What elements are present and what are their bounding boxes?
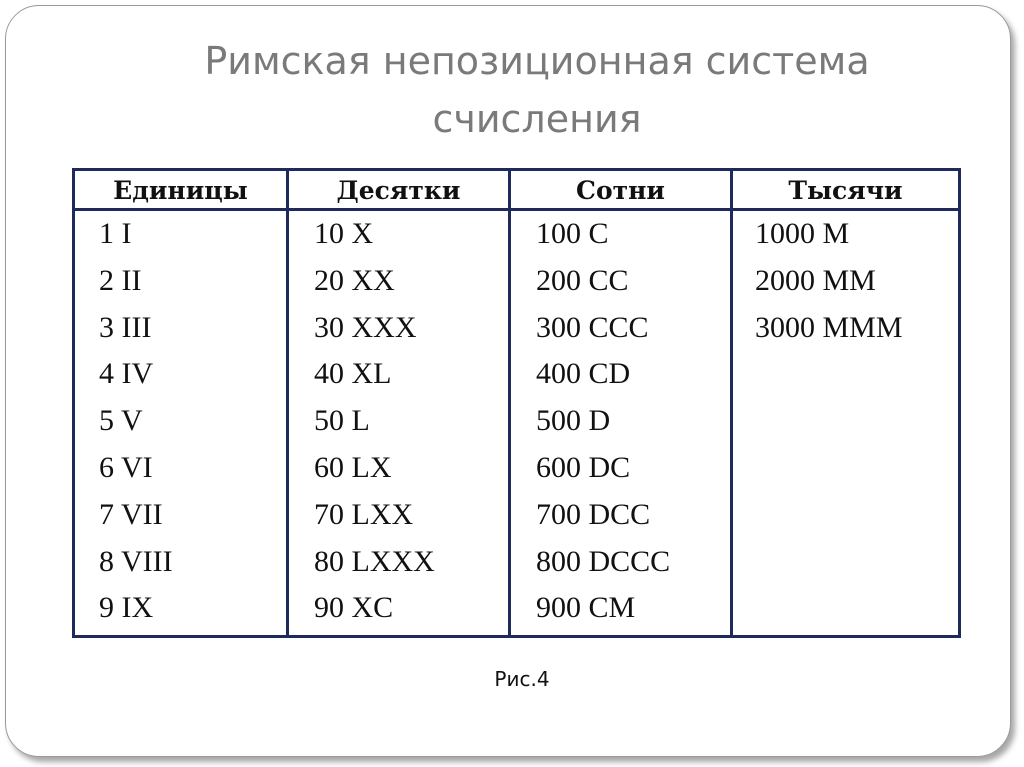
title-line-2: счисления <box>432 97 642 141</box>
table-cell: 500 D <box>536 404 611 438</box>
slide-title <box>0 32 1024 148</box>
table-cell: 100 C <box>536 217 609 250</box>
table-cell: 300 CCC <box>536 310 649 344</box>
table-cell: 3 III <box>99 310 152 344</box>
figure-caption: Рис.4 <box>494 667 550 691</box>
title-line-1: Римская непозиционная система <box>204 39 870 83</box>
column-header-tens: Десятки <box>289 171 508 211</box>
table-cell: 4 IV <box>99 357 154 391</box>
table-cell: 6 VI <box>99 450 153 484</box>
table-cell: 50 L <box>314 404 370 438</box>
column-header-units: Единицы <box>75 171 286 211</box>
table-cell: 2000 MM <box>755 263 876 297</box>
table-cell: 60 LX <box>314 450 392 484</box>
table-cell: 70 LXX <box>314 497 414 531</box>
table-cell: 9 IX <box>99 591 154 625</box>
column-tens <box>286 171 508 635</box>
table-cell: 40 XL <box>314 357 392 391</box>
table-cell: 800 DCCC <box>536 544 671 578</box>
table-cell: 7 VII <box>99 497 163 531</box>
table-cell: 80 LXXX <box>314 544 435 578</box>
table-cell: 5 V <box>99 404 143 438</box>
table-cell: 200 CC <box>536 263 629 297</box>
column-header-hundreds: Сотни <box>511 171 730 211</box>
roman-numerals-table <box>72 168 961 638</box>
table-cell: 1 I <box>99 217 132 250</box>
column-header-thousands: Тысячи <box>733 171 958 211</box>
table-cell: 900 CM <box>536 591 636 625</box>
table-cell: 90 XC <box>314 591 394 625</box>
table-cell: 1000 M <box>755 217 850 250</box>
table-cell: 3000 MMM <box>755 310 903 344</box>
table-cell: 8 VIII <box>99 544 173 578</box>
table-cell: 20 XX <box>314 263 395 297</box>
column-units <box>75 171 286 635</box>
table-cell: 2 II <box>99 263 142 297</box>
column-thousands <box>730 171 958 635</box>
column-hundreds <box>508 171 730 635</box>
table-cell: 10 X <box>314 217 374 250</box>
table-cell: 30 XXX <box>314 310 417 344</box>
table-cell: 400 CD <box>536 357 631 391</box>
table-cell: 700 DCC <box>536 497 651 531</box>
table-cell: 600 DC <box>536 450 631 484</box>
